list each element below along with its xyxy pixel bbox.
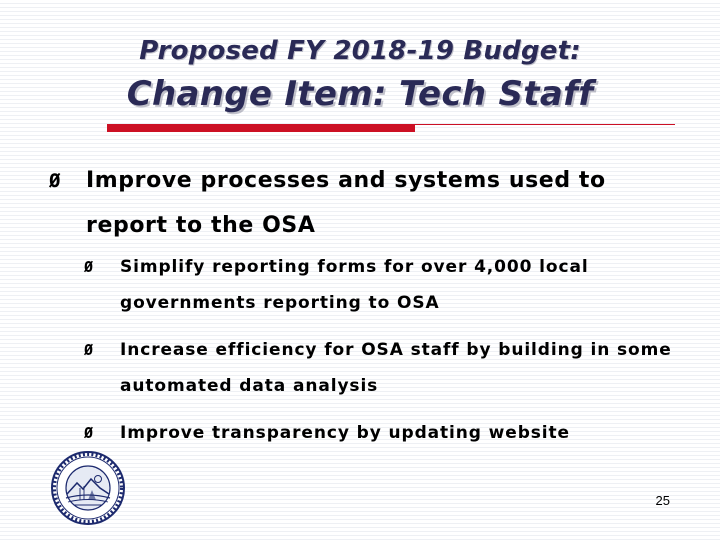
sub-bullet-text: Improve transparency by updating website <box>120 423 570 443</box>
title-underline <box>415 124 675 125</box>
slide-title-line2: Change Item: Tech Staff <box>126 74 594 114</box>
slide-title-line1: Proposed FY 2018-19 Budget: <box>139 36 581 66</box>
title-accent-bar <box>107 124 415 132</box>
bullet-arrow-icon: Ø <box>49 170 61 192</box>
page-number: 25 <box>655 493 670 508</box>
sub-bullet-arrow-icon: Ø <box>84 424 94 442</box>
bullet-text-level1: Improve processes and systems used to report to the OSA <box>86 168 606 238</box>
state-seal-logo-icon <box>50 450 126 526</box>
sub-bullet-arrow-icon: Ø <box>84 258 94 276</box>
sub-bullet-text: Simplify reporting forms for over 4,000 local governments reporting to OSA <box>120 257 589 313</box>
sub-bullet-text: Increase efficiency for OSA staff by building in some automated data analysis <box>120 340 672 396</box>
sub-bullet-arrow-icon: Ø <box>84 341 94 359</box>
